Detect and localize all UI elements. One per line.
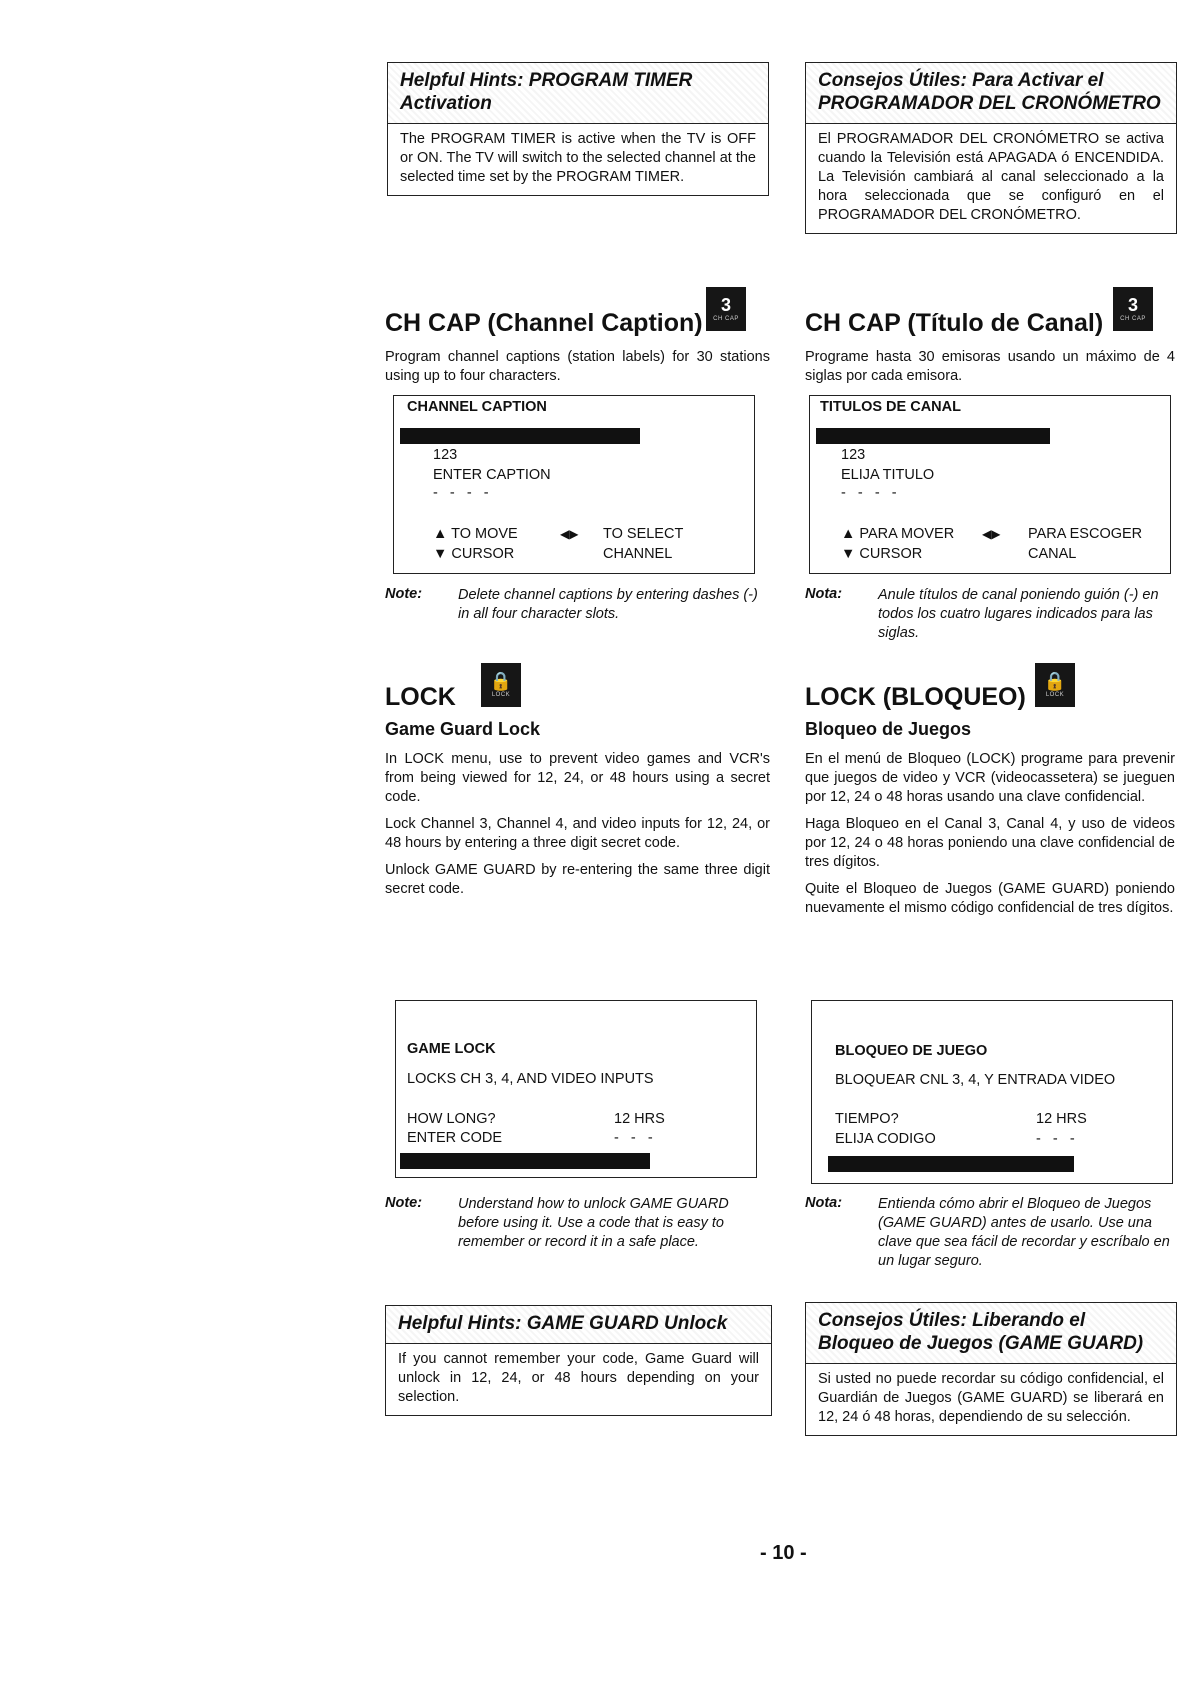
hours-value: 12 HRS — [1036, 1111, 1087, 1127]
hint-body: El PROGRAMADOR DEL CRONÓMETRO se activa cuando la Televisión está APAGADA ó ENCENDIDA. La Televisión cambiará al canal seleccionado a la hora seleccionada que se configuró en el PROGRAMADOR DEL CRONÓMETRO. — [818, 131, 1164, 223]
helpful-hints-program-timer — [387, 62, 769, 196]
hint-body: If you cannot remember your code, Game Guard will unlock in 12, 24, or 48 hours depending on your selection. — [398, 1351, 759, 1405]
ch-cap-intro-es: Programe hasta 30 emisoras usando un máximo de 4 siglas por cada emisora. — [805, 349, 1175, 384]
note-label: Note: — [385, 586, 423, 602]
bloqueo-nota: Entienda cómo abrir el Bloqueo de Juegos (GAME GUARD) antes de usarlo. Use una clave que sea fácil de recordar y escríbalo en un lugar seguro. — [878, 1196, 1170, 1269]
ch-cap-icon — [1113, 287, 1153, 331]
hint-body: Si usted no puede recordar su código confidencial, el Guardián de Juegos (GAME GUARD) se liberará en 12, 24 ó 48 horas, dependiendo de su selección. — [818, 1371, 1164, 1425]
channel-caption-screen — [393, 395, 755, 574]
highlight-bar — [400, 428, 640, 444]
bloqueo-paragraph: Quite el Bloqueo de Juegos (GAME GUARD) poniendo nuevamente el mismo código confidencial de tres dígitos. — [805, 881, 1175, 916]
channel-number: 123 — [841, 447, 866, 463]
hours-value: 12 HRS — [614, 1111, 665, 1127]
lock-icon — [1035, 663, 1075, 707]
lock-bloqueo-heading: LOCK (BLOQUEO) — [805, 683, 1026, 711]
icon-caption: LOCK — [491, 692, 511, 698]
icon-caption: CH CAP — [1120, 316, 1146, 322]
screen-title: BLOQUEO DE JUEGO — [835, 1043, 988, 1059]
how-long-label: HOW LONG? — [407, 1111, 496, 1127]
bloqueo-description — [805, 750, 1175, 926]
highlight-bar — [816, 428, 1050, 444]
para-mover-label: ▲ PARA MOVER — [841, 526, 955, 542]
highlight-bar — [400, 1153, 650, 1169]
code-dashes: - - - — [1036, 1131, 1075, 1147]
lock-icon — [481, 663, 521, 707]
hint-title: Helpful Hints: PROGRAM TIMER Activation — [388, 63, 768, 124]
lock-description — [385, 750, 770, 907]
tiempo-label: TIEMPO? — [835, 1111, 899, 1127]
helpful-hints-game-guard-unlock — [385, 1305, 772, 1416]
padlock-icon: 🔒 — [489, 671, 513, 691]
hint-body: The PROGRAM TIMER is active when the TV is OFF or ON. The TV will switch to the selected channel at the selected time set by the PROGRAM TIMER. — [400, 131, 756, 185]
padlock-icon: 🔒 — [1043, 671, 1067, 691]
bloquear-line: BLOQUEAR CNL 3, 4, Y ENTRADA VIDEO — [835, 1072, 1116, 1088]
screen-title: GAME LOCK — [407, 1041, 496, 1057]
ch-cap-nota: Anule títulos de canal poniendo guión (-) en todos los cuatro lugares indicados para las siglas. — [878, 587, 1159, 641]
lock-paragraph: In LOCK menu, use to prevent video games and VCR's from being viewed for 12, 24, or 48 hours using a secret code. — [385, 751, 770, 805]
hint-title: Helpful Hints: GAME GUARD Unlock — [386, 1306, 771, 1344]
cursor-label: ▼ CURSOR — [841, 546, 923, 562]
left-right-arrows-icon: ◀▶ — [560, 527, 579, 541]
hint-title: Consejos Útiles: Liberando el Bloqueo de Juegos (GAME GUARD) — [806, 1303, 1176, 1364]
consejos-utiles-programador — [805, 62, 1177, 234]
enter-caption-prompt: ENTER CAPTION — [433, 467, 551, 483]
cursor-label: ▼ CURSOR — [433, 546, 515, 562]
nota-label: Nota: — [805, 1195, 843, 1211]
elija-codigo-label: ELIJA CODIGO — [835, 1131, 936, 1147]
bloqueo-de-juego-screen — [811, 1000, 1173, 1184]
caption-dashes: - - - - — [433, 485, 489, 501]
page-number: - 10 - — [760, 1542, 807, 1564]
screen-title: CHANNEL CAPTION — [407, 399, 547, 415]
to-move-label: ▲ TO MOVE — [433, 526, 518, 542]
ch-cap-heading-es: CH CAP (Título de Canal) — [805, 309, 1104, 337]
channel-number: 123 — [433, 447, 458, 463]
game-lock-screen — [395, 1000, 757, 1178]
to-select-label: TO SELECT — [603, 526, 684, 542]
ch-cap-note: Delete channel captions by entering dashes (-) in all four character slots. — [458, 587, 758, 622]
caption-dashes: - - - - — [841, 485, 897, 501]
channel-label: CHANNEL — [603, 546, 673, 562]
titulos-de-canal-screen — [809, 395, 1171, 574]
locks-line: LOCKS CH 3, 4, AND VIDEO INPUTS — [407, 1071, 654, 1087]
screen-title: TITULOS DE CANAL — [820, 399, 961, 415]
channel-number-glyph: 3 — [720, 295, 731, 315]
bloqueo-paragraph: En el menú de Bloqueo (LOCK) programe para prevenir que juegos de video y VCR (videocassetera) se jueguen por 12, 24 o 48 horas usando una clave confidencial. — [805, 751, 1175, 805]
lock-note: Understand how to unlock GAME GUARD before using it. Use a code that is easy to remember or record it in a safe place. — [458, 1196, 729, 1250]
enter-code-label: ENTER CODE — [407, 1130, 503, 1146]
consejos-utiles-liberando — [805, 1302, 1177, 1436]
canal-label: CANAL — [1028, 546, 1077, 562]
highlight-bar — [828, 1156, 1074, 1172]
icon-caption: CH CAP — [713, 316, 739, 322]
lock-heading: LOCK — [385, 683, 456, 711]
bloqueo-de-juegos-subheading: Bloqueo de Juegos — [805, 719, 972, 739]
note-label: Note: — [385, 1195, 423, 1211]
nota-label: Nota: — [805, 586, 843, 602]
elija-titulo-prompt: ELIJA TITULO — [841, 467, 935, 483]
ch-cap-intro: Program channel captions (station labels) for 30 stations using up to four characters. — [385, 349, 770, 384]
lock-paragraph: Unlock GAME GUARD by re-entering the same three digit secret code. — [385, 862, 770, 897]
ch-cap-heading: CH CAP (Channel Caption) — [385, 309, 703, 337]
code-dashes: - - - — [614, 1130, 653, 1146]
hint-title: Consejos Útiles: Para Activar el PROGRAMADOR DEL CRONÓMETRO — [806, 63, 1176, 124]
bloqueo-paragraph: Haga Bloqueo en el Canal 3, Canal 4, y uso de videos por 12, 24 o 48 horas poniendo una clave confidencial de tres dígitos. — [805, 816, 1175, 870]
ch-cap-icon — [706, 287, 746, 331]
para-escoger-label: PARA ESCOGER — [1028, 526, 1143, 542]
left-right-arrows-icon: ◀▶ — [982, 527, 1001, 541]
channel-number-glyph: 3 — [1127, 295, 1138, 315]
game-guard-lock-subheading: Game Guard Lock — [385, 719, 541, 739]
lock-paragraph: Lock Channel 3, Channel 4, and video inputs for 12, 24, or 48 hours by entering a three digit secret code. — [385, 816, 770, 851]
icon-caption: LOCK — [1045, 692, 1065, 698]
